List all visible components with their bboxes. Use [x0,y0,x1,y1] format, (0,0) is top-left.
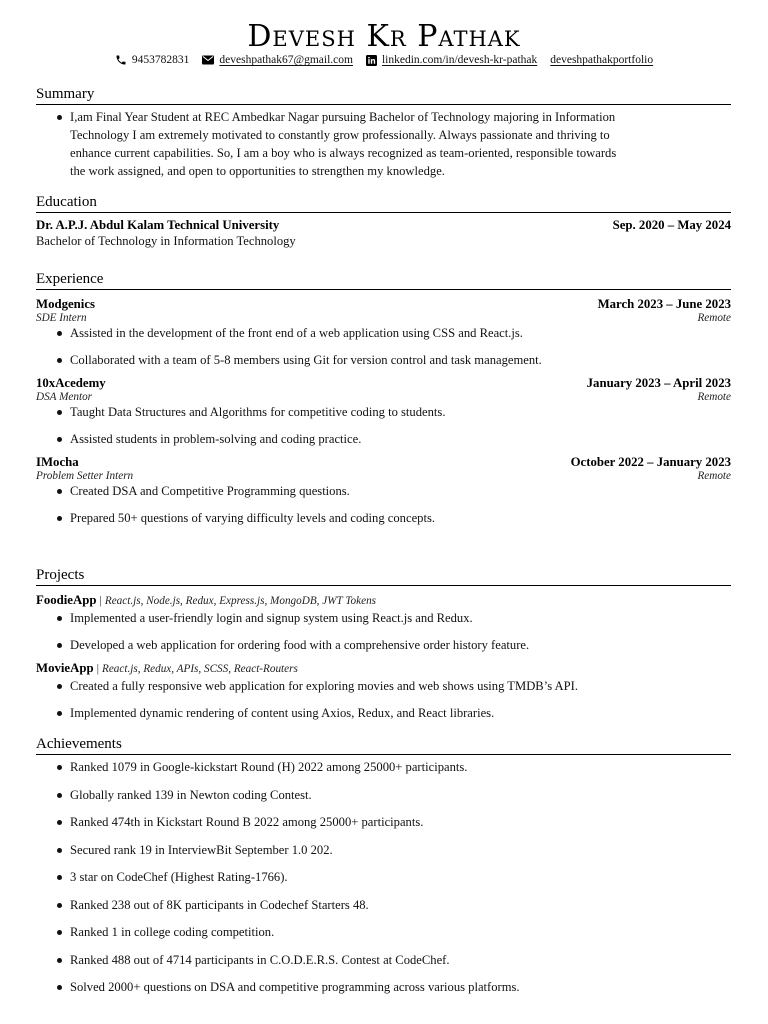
bullet-dot [57,848,62,853]
job-location: Remote [697,470,731,482]
achievement-item [36,758,731,776]
achievement-item [36,868,731,886]
summary-line-1: I,am Final Year Student at REC Ambedkar Nagar pursuing Bachelor of Technology majoring in Information [70,110,616,124]
project-header [36,591,731,609]
project-bullets [36,677,731,722]
job-bullet [36,324,731,342]
achievement-item [36,813,731,831]
bullet-dot [57,985,62,990]
education-section [36,194,731,249]
bullet-dot [57,115,62,120]
project-bullet [36,677,731,695]
achievement-text: Ranked 488 out of 4714 participants in C.O.D.E.R.S. Contest at CodeChef. [70,952,450,967]
summary-line-4: the work assigned, and open to opportunities to strengthen my knowledge. [70,164,445,178]
job-dates: January 2023 – April 2023 [586,376,731,390]
school-name: Dr. A.P.J. Abdul Kalam Technical University [36,218,280,232]
job-bullets [36,403,731,448]
projects-heading: Projects [36,567,731,586]
project-entry [36,591,731,654]
achievement-text: Ranked 474th in Kickstart Round B 2022 among 25000+ participants. [70,815,424,829]
job-bullet-text: Created DSA and Competitive Programming questions. [70,484,350,498]
bullet-dot [57,410,62,415]
achievements-list [36,758,731,996]
experience-heading: Experience [36,271,731,290]
experience-section [36,271,731,527]
achievement-item [36,786,731,804]
bullet-dot [57,820,62,825]
job-bullets [36,482,731,527]
achievement-text: Secured rank 19 in InterviewBit September 1.0 202. [70,842,333,857]
job-header [36,376,731,391]
job-dates: October 2022 – January 2023 [570,455,731,469]
envelope-icon [202,55,214,65]
achievement-item [36,923,731,941]
job-role: Problem Setter Intern [36,470,134,482]
bullet-dot [57,793,62,798]
project-bullet-text: Implemented a user-friendly login and signup system using React.js and Redux. [70,611,473,625]
job-bullets [36,324,731,369]
achievement-text: Solved 2000+ questions on DSA and competitive programming across various platforms. [70,980,520,994]
job-bullet [36,351,731,369]
contact-phone[interactable] [115,54,190,66]
job-subheader [36,391,731,403]
project-entry [36,659,731,722]
contact-portfolio[interactable] [550,54,653,66]
achievement-item [36,896,731,914]
project-bullet [36,636,731,654]
email-link[interactable]: deveshpathak67@gmail.com [219,54,353,66]
job-entry [36,376,731,448]
contact-bar [0,54,768,66]
bullet-dot [57,437,62,442]
project-stack: React.js, Redux, APIs, SCSS, React-Routers [102,663,298,675]
project-bullet [36,704,731,722]
phone-number: 9453782831 [131,54,190,66]
job-role: SDE Intern [36,312,87,324]
project-name: MovieApp [36,661,94,675]
achievement-text: Ranked 238 out of 8K participants in Codechef Starters 48. [70,897,369,912]
phone-icon [115,54,127,66]
bullet-dot [57,684,62,689]
bullet-dot [57,765,62,770]
achievement-item [36,951,731,969]
bullet-dot [57,643,62,648]
achievement-text: Ranked 1 in college coding competition. [70,925,275,939]
job-subheader [36,470,731,482]
achievement-text: Globally ranked 139 in Newton coding Contest. [70,787,312,802]
job-location: Remote [697,391,731,403]
summary-heading: Summary [36,86,731,105]
achievement-text: Ranked 1079 in Google-kickstart Round (H) 2022 among 25000+ participants. [70,760,468,774]
project-bullet-text: Implemented dynamic rendering of content using Axios, Redux, and React libraries. [70,706,495,720]
project-stack: React.js, Node.js, Redux, Express.js, MongoDB, JWT Tokens [104,595,377,607]
job-bullet [36,403,731,421]
job-dates: March 2023 – June 2023 [597,297,731,311]
summary-line-3: enhance current capabilities. So, I am a boy who is always recognized as team-oriented, responsible towards [70,146,617,160]
job-entry [36,455,731,527]
bullet-dot [57,489,62,494]
job-header [36,297,731,312]
job-role: DSA Mentor [36,391,93,403]
education-row [36,218,731,233]
project-header [36,659,731,677]
bullet-dot [57,875,62,880]
achievement-text: 3 star on CodeChef (Highest Rating-1766). [70,870,288,884]
job-bullet [36,482,731,500]
project-bullet [36,609,731,627]
summary-bullet [36,108,731,180]
job-company: 10xAcedemy [36,376,106,390]
job-bullet-text: Assisted in the development of the front end of a web application using CSS and React.js. [70,326,523,340]
contact-linkedin[interactable] [366,54,537,66]
education-heading: Education [36,194,731,213]
achievements-section [36,736,731,996]
candidate-name: Devesh Kr Pathak [247,19,521,54]
job-entry [36,297,731,369]
project-bullets [36,609,731,654]
job-bullet [36,430,731,448]
project-separator: | [96,661,99,675]
bullet-dot [57,711,62,716]
job-bullet-text: Prepared 50+ questions of varying difficulty levels and coding concepts. [70,511,436,525]
bullet-dot [57,930,62,935]
linkedin-icon [366,55,377,66]
achievement-item [36,841,731,859]
achievement-item [36,978,731,996]
job-bullet-text: Taught Data Structures and Algorithms for competitive coding to students. [70,405,446,419]
achievements-heading: Achievements [36,736,731,755]
bullet-dot [57,331,62,336]
job-header [36,455,731,470]
job-company: IMocha [36,455,79,469]
job-location: Remote [697,312,731,324]
project-bullet-text: Developed a web application for ordering food with a comprehensive order history feature. [70,638,530,652]
bullet-dot [57,516,62,521]
education-dates: Sep. 2020 – May 2024 [612,218,731,232]
projects-section [36,567,731,722]
bullet-dot [57,358,62,363]
portfolio-link[interactable]: deveshpathakportfolio [550,54,654,66]
bullet-dot [57,616,62,621]
degree: Bachelor of Technology in Information Technology [36,234,296,248]
job-subheader [36,312,731,324]
job-bullet-text: Assisted students in problem-solving and coding practice. [70,432,362,446]
summary-line-2: Technology I am extremely motivated to constantly grow professionally. Always passionate and thriving to [70,128,610,142]
bullet-dot [57,903,62,908]
summary-section [36,86,731,180]
summary-list [36,108,731,180]
contact-email[interactable] [202,54,353,66]
linkedin-link[interactable]: linkedin.com/in/devesh-kr-pathak [381,54,538,66]
job-bullet-text: Collaborated with a team of 5-8 members using Git for version control and task management. [70,353,542,367]
job-company: Modgenics [36,297,96,311]
project-separator: | [99,593,102,607]
bullet-dot [57,958,62,963]
project-bullet-text: Created a fully responsive web application for exploring movies and web shows using TMDB’s API. [70,679,578,693]
job-bullet [36,509,731,527]
project-name: FoodieApp [36,593,97,607]
